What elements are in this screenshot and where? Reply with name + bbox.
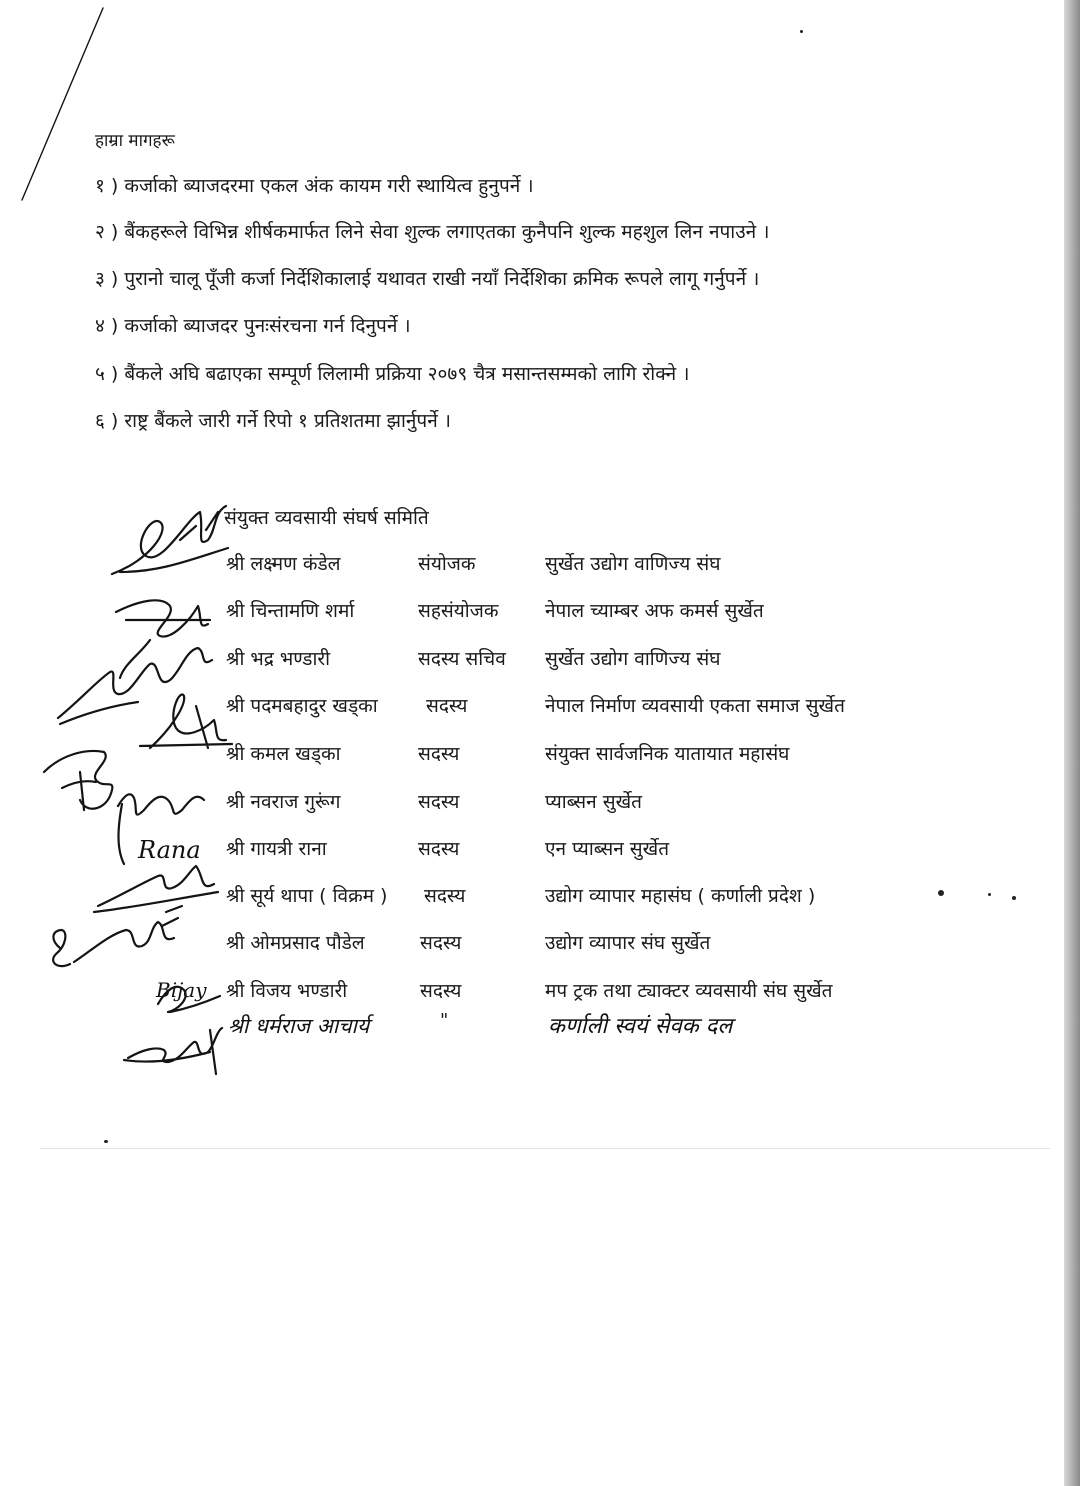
demand-item-5: ५ ) बैंकले अघि बढाएका सम्पूर्ण लिलामी प्रक्रिया २०७९ चैत्र मसान्तसम्मको लागि रोक्ने । bbox=[95, 363, 690, 385]
member-organization: संयुक्त सार्वजनिक यातायात महासंघ bbox=[545, 743, 790, 765]
member-row bbox=[0, 740, 1080, 770]
ink-speck bbox=[104, 1140, 108, 1143]
signature-bijay: Bijay bbox=[156, 978, 207, 1002]
demands-heading: हाम्रा मागहरू bbox=[95, 131, 175, 151]
member-name: श्री नवराज गुरूंग bbox=[226, 791, 341, 813]
member-role: सदस्य bbox=[418, 838, 460, 860]
member-organization: उद्योग व्यापार संघ सुर्खेत bbox=[545, 932, 711, 954]
member-name: श्री गायत्री राना bbox=[226, 838, 327, 860]
member-role: सदस्य bbox=[426, 695, 468, 717]
member-name: श्री लक्ष्मण कंडेल bbox=[226, 553, 341, 575]
member-name: श्री सूर्य थापा ( विक्रम ) bbox=[226, 885, 388, 907]
member-name: श्री विजय भण्डारी bbox=[226, 980, 348, 1002]
member-name: श्री भद्र भण्डारी bbox=[226, 648, 331, 670]
demand-item-6: ६ ) राष्ट्र बैंकले जारी गर्ने रिपो १ प्रतिशतमा झार्नुपर्ने । bbox=[95, 410, 452, 432]
demand-item-1: १ ) कर्जाको ब्याजदरमा एकल अंक कायम गरी स्थायित्व हुनुपर्ने । bbox=[95, 175, 534, 197]
handwritten-ditto-mark: " bbox=[440, 1010, 449, 1031]
member-role: सहसंयोजक bbox=[418, 600, 499, 622]
member-organization: उद्योग व्यापार महासंघ ( कर्णाली प्रदेश ) bbox=[545, 885, 816, 907]
member-role: सदस्य bbox=[420, 980, 462, 1002]
member-organization: नेपाल निर्माण व्यवसायी एकता समाज सुर्खेत bbox=[545, 695, 845, 717]
member-role: सदस्य bbox=[424, 885, 466, 907]
member-organization: प्याब्सन सुर्खेत bbox=[545, 791, 642, 813]
member-name: श्री पदमबहादुर खड्का bbox=[226, 695, 378, 717]
member-row bbox=[0, 645, 1080, 675]
member-role: सदस्य bbox=[418, 791, 460, 813]
member-name: श्री कमल खड्का bbox=[226, 743, 341, 765]
member-role: संयोजक bbox=[418, 553, 476, 575]
margin-pen-stroke bbox=[22, 8, 103, 200]
ink-speck bbox=[938, 890, 944, 896]
signature-rana: Rana bbox=[138, 836, 201, 864]
signature-10 bbox=[124, 1028, 222, 1074]
member-organization: एन प्याब्सन सुर्खेत bbox=[545, 838, 670, 860]
member-organization: सुर्खेत उद्योग वाणिज्य संघ bbox=[545, 648, 721, 670]
member-row bbox=[0, 597, 1080, 627]
member-row bbox=[0, 788, 1080, 818]
demand-item-2: २ ) बैंकहरूले विभिन्न शीर्षकमार्फत लिने सेवा शुल्क लगाएतका कुनैपनि शुल्क महशुल लिन नपाउने । bbox=[95, 221, 770, 243]
demand-item-3: ३ ) पुरानो चालू पूँजी कर्जा निर्देशिकालाई यथावत राखी नयाँ निर्देशिका क्रमिक रूपले लागू गर्नुपर्ने । bbox=[95, 268, 760, 290]
member-name: श्री ओमप्रसाद पौडेल bbox=[226, 932, 365, 954]
member-role: सदस्य bbox=[418, 743, 460, 765]
ink-speck bbox=[1012, 896, 1016, 900]
ink-speck bbox=[800, 30, 803, 33]
committee-title: संयुक्त व्यवसायी संघर्ष समिति bbox=[224, 507, 429, 529]
demand-item-4: ४ ) कर्जाको ब्याजदर पुनःसंरचना गर्न दिनुपर्ने । bbox=[95, 315, 411, 337]
member-role: सदस्य bbox=[420, 932, 462, 954]
handwritten-member-organization: कर्णाली स्वयं सेवक दल bbox=[548, 1014, 733, 1039]
member-row bbox=[0, 882, 1080, 912]
member-row bbox=[0, 692, 1080, 722]
member-role: सदस्य सचिव bbox=[418, 648, 506, 670]
member-organization: सुर्खेत उद्योग वाणिज्य संघ bbox=[545, 553, 721, 575]
member-row bbox=[0, 929, 1080, 959]
paper-fold-line bbox=[40, 1148, 1050, 1149]
member-name: श्री चिन्तामणि शर्मा bbox=[226, 600, 355, 622]
member-organization: मप ट्रक तथा ट्याक्टर व्यवसायी संघ सुर्खेत bbox=[545, 980, 833, 1002]
member-row bbox=[0, 550, 1080, 580]
ink-speck bbox=[988, 893, 991, 896]
handwritten-member-name: श्री धर्मराज आचार्य bbox=[228, 1014, 370, 1038]
member-organization: नेपाल च्याम्बर अफ कमर्स सुर्खेत bbox=[545, 600, 764, 622]
